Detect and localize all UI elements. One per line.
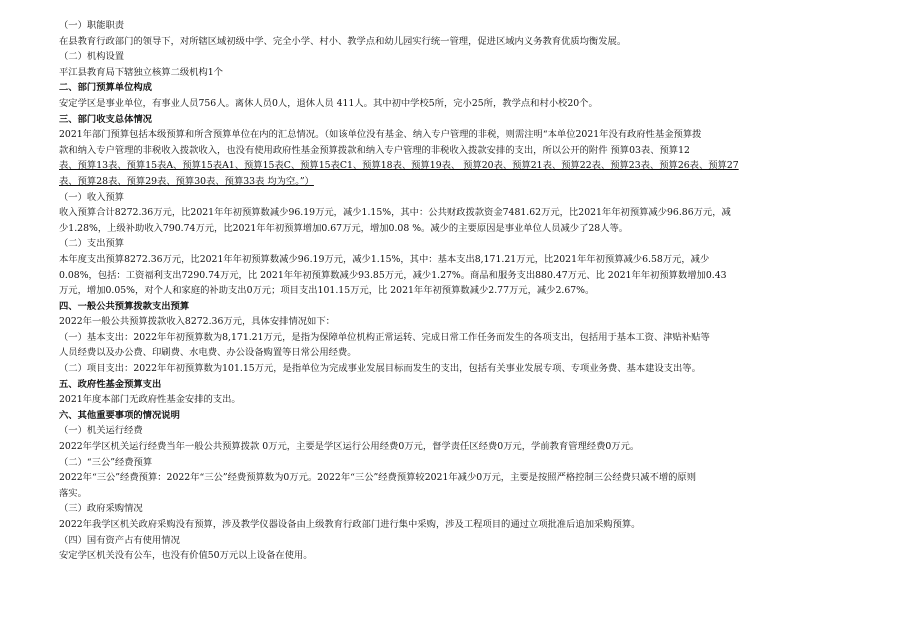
paragraph-line: 平江县教育局下辖独立核算二级机构1个 [59, 66, 223, 78]
paragraph-line: 2022年“三公”经费预算：2022年“三公”经费预算数为0万元。2022年“三公”经费预算较2021年减少0万元，主要是按照严格控制三公经费只减不增的原则 [59, 472, 697, 484]
paragraph-line: 2021年部门预算包括本级预算和所含预算单位在内的汇总情况。（如该单位没有基金、纳入专户管理的非税，则需注明“本单位2021年没有政府性基金预算拨 [59, 129, 702, 141]
subsection-heading: （四）国有资产占有使用情况 [59, 534, 180, 546]
paragraph-line: （二）项目支出：2022年年初预算数为101.15万元，是指单位为完成事业发展目标而发生的支出，包括有关事业发展专项、专项业务费、基本建设支出等。 [59, 363, 701, 375]
paragraph-line: 安定学区机关没有公车，也没有价值50万元以上设备在使用。 [59, 550, 313, 562]
section-heading: 四、一般公共预算拨款支出预算 [59, 300, 190, 312]
paragraph-line: 表、预算13表、预算15表A、预算15表A1、预算15表C、预算15表C1、预算18表、预算19表、 预算20表、预算21表、预算22表、预算23表、预算26表、预算27 [59, 160, 739, 172]
paragraph-line: 安定学区是事业单位，有事业人员756人。离休人员0人，退休人员 411人。其中初中学校5所，完小25所，教学点和村小校20个。 [59, 97, 598, 109]
paragraph-line: 在县教育行政部门的领导下，对所辖区域初级中学、完全小学、村小、教学点和幼儿园实行统一管理，促进区域内义务教育优质均衡发展。 [59, 35, 627, 47]
subsection-heading: （三）政府采购情况 [59, 503, 143, 515]
subsection-heading: （一）收入预算 [59, 191, 125, 203]
paragraph-line: 2022年一般公共预算拨款收入8272.36万元，具体安排情况如下： [59, 316, 335, 328]
paragraph-line: 2021年度本部门无政府性基金安排的支出。 [59, 394, 241, 406]
paragraph-line: 2022年我学区机关政府采购没有预算，涉及教学仪器设备由上级教育行政部门进行集中采购，涉及工程项目的通过立项批准后追加采购预算。 [59, 519, 641, 530]
paragraph-line: 落实。 [59, 487, 87, 499]
paragraph-line: 少1.28%，上级补助收入790.74万元，比2021年年初预算增加0.67万元，增加0.08 %。减少的主要原因是事业单位人员减少了28人等。 [59, 222, 629, 234]
paragraph-line: 本年度支出预算8272.36万元，比2021年年初预算数减少96.19万元，减少1.15%，其中：基本支出8,171.21万元，比2021年年初预算减少6.58万元，减少 [59, 253, 710, 265]
paragraph-line: 人员经费以及办公费、印刷费、水电费、办公设备购置等日常公用经费。 [59, 347, 357, 359]
paragraph-line: 收入预算合计8272.36万元，比2021年年初预算数减少96.19万元，减少1.15%，其中：公共财政拨款资金7481.62万元，比2021年年初预算减少96.86万元，减 [59, 207, 731, 219]
subsection-heading: （一）机关运行经费 [59, 425, 143, 437]
section-heading: 五、政府性基金预算支出 [59, 378, 162, 390]
subsection-heading: （一）职能职责 [59, 20, 125, 31]
section-heading: 三、部门收支总体情况 [59, 113, 152, 125]
paragraph-line: 万元，增加0.05%，对个人和家庭的补助支出0万元；项目支出101.15万元，比 2021年年初预算数减少2.77万元，减少2.67%。 [59, 285, 595, 297]
paragraph-line: 2022年学区机关运行经费当年一般公共预算拨款 0万元，主要是学区运行公用经费0万元，督学责任区经费0万元，学前教育管理经费0万元。 [59, 441, 640, 453]
subsection-heading: （二）“三公”经费预算 [59, 456, 153, 468]
paragraph-line: （一）基本支出：2022年年初预算数为8,171.21万元，是指为保障单位机构正常运转、完成日常工作任务而发生的各项支出，包括用于基本工资、津贴补贴等 [59, 331, 710, 343]
paragraph-line: 款和纳入专户管理的非税收入拨款收入，也没有使用政府性基金预算拨款和纳入专户管理的非税收入拨款安排的支出，所以公开的附件 预算03表、预算12 [59, 144, 690, 156]
section-heading: 六、其他重要事项的情况说明 [59, 409, 180, 421]
section-heading: 二、部门预算单位构成 [59, 82, 152, 94]
paragraph-line: 表、预算28表、预算29表、预算30表、预算33表 均为空。”） [59, 175, 314, 187]
subsection-heading: （二）支出预算 [59, 238, 125, 250]
document-body [59, 18, 849, 564]
subsection-heading: （二）机构设置 [59, 51, 125, 63]
paragraph-line: 0.08%，包括：工资福利支出7290.74万元，比 2021年年初预算数减少93.85万元，减少1.27%。商品和服务支出880.47万元、比 2021年年初预算数增加0.43 [59, 269, 727, 281]
